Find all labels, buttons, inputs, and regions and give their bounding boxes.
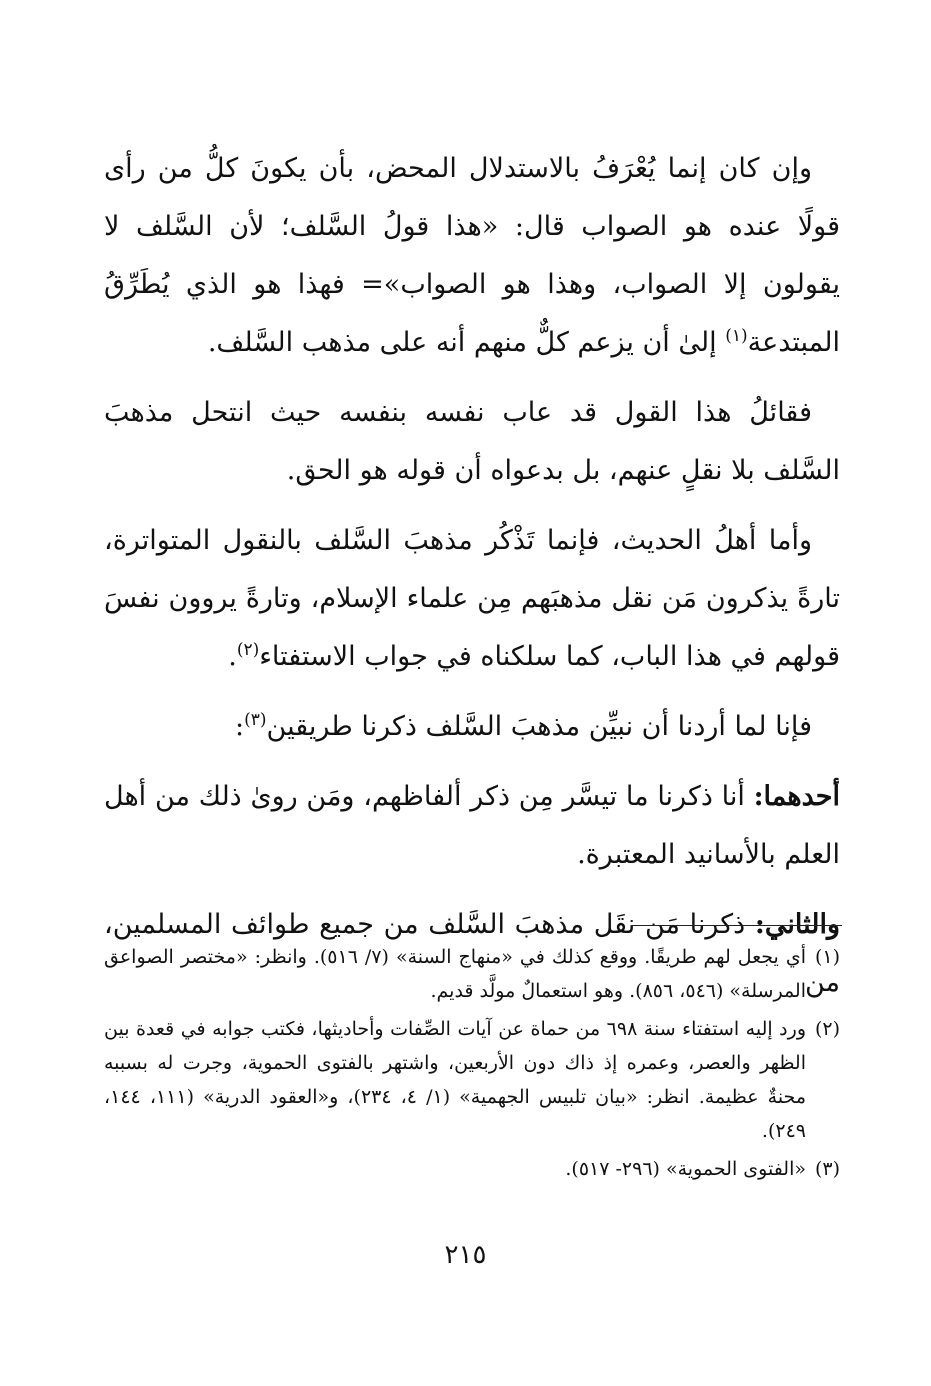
footnote-3 <box>104 1152 840 1186</box>
paragraph-text: ذكرنا مَن نقَل مذهبَ السَّلف من جميع طوائف المسلمين، من <box>104 909 840 998</box>
paragraph-lead: والثاني: <box>754 909 840 940</box>
paragraph-text: وإن كان إنما يُعْرَفُ بالاستدلال المحض، بأن يكونَ كلُّ من رأى قولًا عنده هو الصواب قال: «هذا قولُ السَّلف؛ لأن السَّلف لا يقولون إلا الصواب، وهذا هو الصواب»= فهذا هو الذي يُطَرِّقُ المبتدعة <box>104 153 840 358</box>
footnote-number: (١) <box>814 946 840 968</box>
paragraph-4 <box>104 698 840 756</box>
footnote-text: أي يجعل لهم طريقًا. ووقع كذلك في «منهاج السنة» (٧/ ٥١٦). وانظر: «مختصر الصواعق المرسلة» (٥٤٦، ٨٥٦). وهو استعمالٌ مولَّد قديم. <box>104 946 807 1002</box>
paragraph-1 <box>104 140 840 372</box>
paragraph-lead: أحدهما: <box>753 781 840 812</box>
footnote-separator <box>632 925 842 926</box>
footnote-ref-1: (١) <box>725 326 748 346</box>
paragraph-text: فإنا لما أردنا أن نبيِّن مذهبَ السَّلف ذكرنا طريقين <box>266 711 812 742</box>
footnote-ref-2: (٢) <box>236 640 260 660</box>
paragraph-text: . <box>228 641 237 672</box>
paragraph-text: : <box>235 711 245 742</box>
paragraph-2 <box>104 384 840 500</box>
paragraph-text: فقائلُ هذا القول قد عاب نفسه بنفسه حيث انتحل مذهبَ السَّلف بلا نقلٍ عنهم، بل بدعواه أن قوله هو الحق. <box>104 397 840 486</box>
footnote-number: (٣) <box>814 1158 840 1180</box>
page-number: ٢١٥ <box>444 1240 487 1270</box>
footnote-2 <box>104 1012 840 1148</box>
footnote-text: «الفتوى الحموية» (٢٩٦- ٥١٧). <box>565 1158 806 1180</box>
paragraph-3 <box>104 512 840 686</box>
main-text <box>104 140 840 1024</box>
footnotes <box>104 940 840 1190</box>
footnote-ref-3: (٣) <box>244 710 267 730</box>
paragraph-text: وأما أهلُ الحديث، فإنما تَذْكُر مذهبَ السَّلف بالنقول المتواترة، تارةً يذكرون مَن نقل مذهبَهم مِن علماء الإسلام، وتارةً يروون نفسَ قولهم في هذا الباب، كما سلكناه في جواب الاستفتاء <box>104 525 840 672</box>
paragraph-text: إلىٰ أن يزعم كلٌّ منهم أنه على مذهب السَّلف. <box>207 327 726 358</box>
paragraph-text: أنا ذكرنا ما تيسَّر مِن ذكر ألفاظهم، ومَن روىٰ ذلك من أهل العلم بالأسانيد المعتبرة. <box>104 781 840 870</box>
footnote-number: (٢) <box>814 1018 840 1040</box>
footnote-text: ورد إليه استفتاء سنة ٦٩٨ من حماة عن آيات الصِّفات وأحاديثها، فكتب جوابه في قعدة بين الظهر والعصر، وعمره إذ ذاك دون الأربعين، واشتهر بالفتوى الحموية، وجرت له بسببه محنةٌ عظيمة. انظر: «بيان تلبيس الجهمية» (١/ ٤، ٢٣٤)، و«العقود الدرية» (١١١، ١٤٤، ٢٤٩). <box>104 1018 807 1142</box>
footnote-1 <box>104 940 840 1008</box>
paragraph-5 <box>104 768 840 884</box>
